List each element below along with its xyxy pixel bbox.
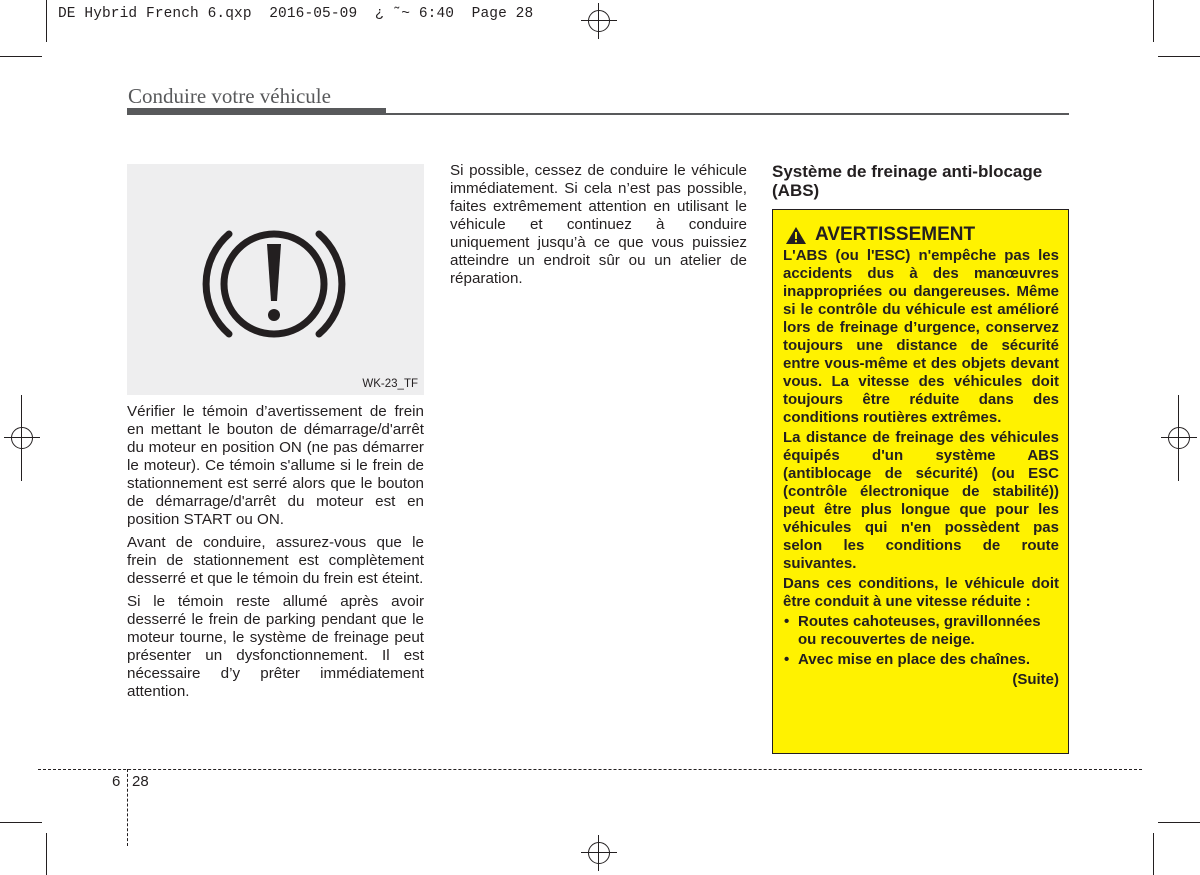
continued-label: (Suite) (1012, 671, 1059, 688)
warning-triangle-icon (785, 226, 807, 245)
warning-paragraph: La distance de freinage des véhicules équipés d'un système ABS (antiblocage de sécurité) (ou ESC (contrôle électronique de stabilité)) peut être plus longue que pour les véhicules qui n'en possèdent pas selon les conditions de route suivantes. (783, 429, 1059, 572)
paragraph: Si le témoin reste allumé après avoir desserré le frein de parking pendant que le moteur tourne, le système de freinage peut présenter un dysfonctionnement. Il est nécessaire d’y prêter immédiatement attention. (127, 593, 424, 700)
paragraph: Si possible, cessez de conduire le véhicule immédiatement. Si cela n’est pas possible, faites extrêmement attention en utilisant le véhicule et continuez à conduire uniquement jusqu’à ce que vous puissiez atteindre un endroit sûr ou un atelier de réparation. (450, 162, 747, 287)
crop-mark (1158, 822, 1200, 823)
crop-mark (1153, 833, 1154, 875)
section-title: Conduire votre véhicule (128, 84, 331, 108)
warning-body (783, 247, 1059, 691)
figure-panel (127, 164, 424, 395)
figure-caption: WK-23_TF (362, 378, 418, 390)
registration-mark-icon (581, 3, 617, 39)
registration-line (1178, 395, 1179, 481)
list-item: • Routes cahoteuses, gravillonnées ou recouvertes de neige. (783, 613, 1059, 649)
abs-heading: Système de freinage anti-blocage (ABS) (772, 162, 1043, 200)
crop-mark (46, 0, 47, 42)
registration-mark-icon (581, 835, 617, 871)
crop-mark (1153, 0, 1154, 42)
parking-brake-warning-icon (199, 220, 349, 348)
paragraph: Vérifier le témoin d’avertissement de frein en mettant le bouton de démarrage/d'arrêt du moteur en position ON (ne pas démarrer le moteur). Ce témoin s'allume si le frein de stationnement est serré alors que le bouton de démarrage/d'arrêt du moteur est en position START ou ON. (127, 403, 424, 528)
warning-bullets (783, 613, 1059, 669)
crop-mark (0, 56, 42, 57)
footer-divider (127, 769, 128, 846)
paragraph: Avant de conduire, assurez-vous que le frein de stationnement est complètement desserré et que le témoin du frein est éteint. (127, 534, 424, 587)
crop-mark (0, 822, 42, 823)
registration-mark-icon (4, 420, 40, 456)
warning-title (785, 224, 975, 246)
warning-box (772, 209, 1069, 754)
warning-paragraph: L'ABS (ou l'ESC) n'empêche pas les accidents dus à des manœuvres inappropriées ou dangereuses. Même si le contrôle du véhicule est amélioré lors de freinage d’urgence, conservez toujours une distance de sécurité entre vous-même et des objets devant vous. La vitesse des véhicules doit toujours être réduite dans des conditions routières extrêmes. (783, 247, 1059, 426)
crop-mark (1158, 56, 1200, 57)
column-1 (127, 403, 424, 706)
chapter-number: 6 (112, 773, 121, 790)
page-number: 28 (132, 773, 149, 790)
warning-title-label: AVERTISSEMENT (815, 224, 976, 245)
list-item: • Avec mise en place des chaînes. (783, 651, 1059, 669)
column-2 (450, 162, 747, 293)
header-rule-thick (127, 108, 386, 115)
footer-rule (38, 769, 1142, 770)
crop-mark (46, 833, 47, 875)
header-rule-thin (386, 113, 1069, 115)
registration-mark-icon (1161, 420, 1197, 456)
warning-paragraph: Dans ces conditions, le véhicule doit être conduit à une vitesse réduite : (783, 575, 1059, 610)
registration-line (21, 395, 22, 481)
printer-slug: DE Hybrid French 6.qxp 2016-05-09 ¿ ˜~ 6:40 Page 28 (58, 6, 534, 22)
